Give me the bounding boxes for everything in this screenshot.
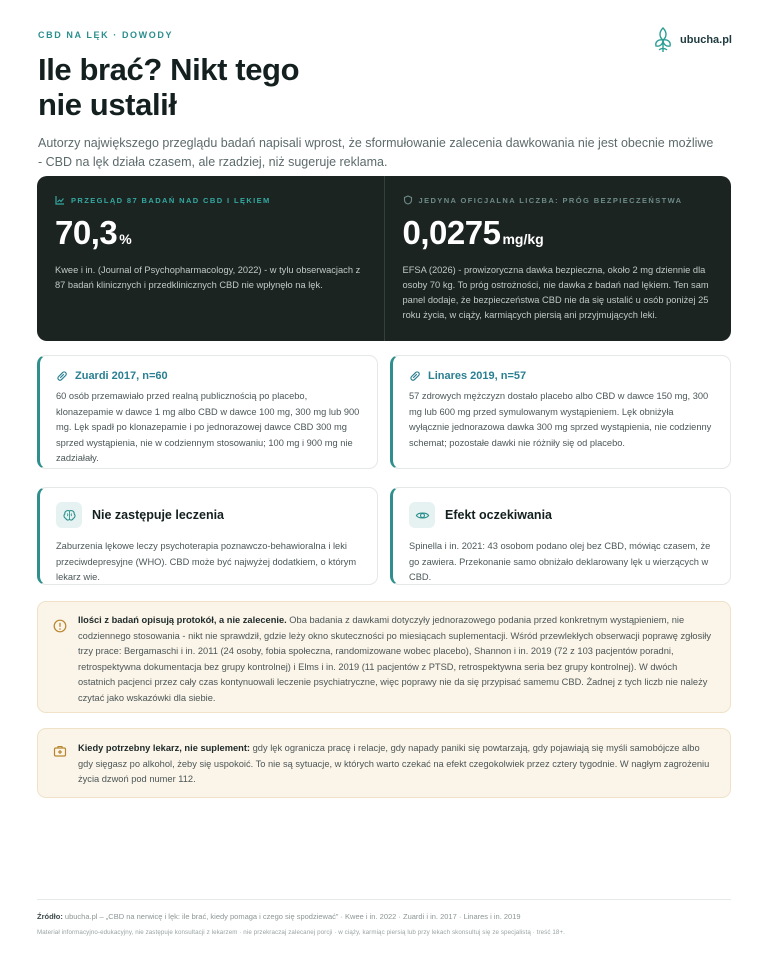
title-line-2: nie ustalił bbox=[38, 87, 177, 122]
disclaimer: Materiał informacyjno-edukacyjny, nie zastępuje konsultacji z lekarzem · nie przekraczaj zalecanej porcji · w ciąży, karmiąc piersią lub przy lekach skonsultuj się ze specjalistą · treść 18+. bbox=[37, 929, 565, 936]
eyebrow-label: CBD NA LĘK · DOWODY bbox=[38, 30, 174, 40]
feature-head bbox=[409, 502, 716, 528]
pill-icon bbox=[409, 370, 421, 382]
page-header bbox=[38, 30, 738, 172]
warning-body: Oba badania z dawkami dotyczyły jednorazowego podania przed konkretnym wystąpieniem, nie codziennego stosowania - nikt nie sprawdził, gdzie leży okno skuteczności po miesiącach suplementacji. Wśród przewlekłych obserwacji poprawę zgłosiły trzy prace: Bergamaschi i in. 2011 (24 osoby, fobia społeczna, randomizowane wobec placebo), Shannon i in. 2019 (72 z 103 pacjentów poradni, retrospektywna dokumentacja bez grupy kontrolnej) i Elms i in. 2019 (11 pacjentów z PTSD, retrospektywna seria bez grupy kontrolnej). W dwóch ostatnich pacjenci przez cały czas kontynuowali leczenie psychiatryczne, więc poprawy nie da się przypisać samemu CBD. Żadnej z tych liczb nie należy czytać jako wskazówki dla siebie. bbox=[78, 615, 712, 703]
brain-icon bbox=[56, 502, 82, 528]
shield-icon bbox=[403, 195, 413, 205]
footer bbox=[37, 899, 731, 936]
stat-left bbox=[37, 176, 384, 341]
page-title bbox=[38, 52, 738, 122]
lead-paragraph: Autorzy największego przeglądu badań napisali wprost, że sformułowanie zalecenia dawkowania nie jest obecnie możliwe - CBD na lęk działa czasem, ale rzadziej, niż sugeruje reklama. bbox=[38, 136, 714, 169]
medical-kit-icon bbox=[53, 744, 67, 758]
brand-name: ubucha.pl bbox=[680, 34, 732, 46]
stat-right-text: EFSA (2026) - prowizoryczna dawka bezpieczna, około 2 mg dziennie dla osoby 70 kg. To próg ostrożności, nie dawka z badań nad lękiem. Ten sam panel dodaje, że bezpieczeństwa CBD nie da się ustalić u osób poniżej 25 roku życia, w ciąży, karmiących piersią ani przyjmujących leki. bbox=[402, 265, 709, 320]
study-title-linares bbox=[409, 370, 716, 382]
feature-title: Nie zastępuje leczenia bbox=[92, 508, 225, 522]
alert-circle-icon bbox=[53, 619, 67, 633]
study-title-text: Zuardi 2017, n=60 bbox=[75, 370, 168, 382]
study-card-zuardi bbox=[37, 355, 378, 469]
stat-right-value bbox=[403, 213, 714, 259]
stat-right-number: 0,0275 bbox=[402, 214, 501, 251]
feature-head bbox=[56, 502, 363, 528]
stat-left-value bbox=[55, 213, 366, 259]
pill-icon bbox=[56, 370, 68, 382]
source-label: Źródło: bbox=[37, 912, 63, 921]
title-line-1: Ile brać? Nikt tego bbox=[38, 52, 300, 87]
stat-left-text: Kwee i in. (Journal of Psychopharmacology, 2022) - w tylu obserwacjach z 87 badań klinicznych i przedklinicznych CBD nie wpłynęło na lęk. bbox=[55, 265, 361, 290]
source-line bbox=[37, 912, 731, 921]
doctor-note bbox=[37, 728, 731, 798]
feature-card-treatment bbox=[37, 487, 378, 585]
chart-icon bbox=[55, 195, 65, 205]
feature-title: Efekt oczekiwania bbox=[445, 508, 552, 522]
stat-left-label bbox=[55, 195, 366, 205]
stat-right bbox=[384, 176, 732, 341]
doctor-body: gdy lęk ogranicza pracę i relacje, gdy napady paniki się powtarzają, gdy pojawiają się myśli samobójcze albo gdy sięgasz po alkohol, żeby się uspokoić. To nie są sytuacje, w których warto czekać na efekt czegokolwiek przez cztery tygodnie. W nagłym zagrożeniu życia dzwoń pod numer 112. bbox=[78, 743, 710, 784]
leaf-logo-icon bbox=[652, 26, 674, 54]
study-text: 57 zdrowych mężczyzn dostało placebo albo CBD w dawce 150 mg, 300 mg lub 600 mg przed symulowanym wystąpieniem. Lęk obniżyła wyłącznie jednorazowa dawka 300 mg sprzed wystąpienia, nie codzienny schemat; pozostałe dawki nie różniły się od placebo. bbox=[409, 391, 712, 448]
brand-logo[interactable] bbox=[652, 26, 732, 54]
stat-left-unit: % bbox=[119, 231, 132, 247]
feature-text: Spinella i in. 2021: 43 osobom podano olej bez CBD, mówiąc czasem, że go zawiera. Przekonanie samo obniżało deklarowany lęk u wierzących w CBD. bbox=[409, 541, 711, 582]
feature-text: Zaburzenia lękowe leczy psychoterapia poznawczo-behawioralna i leki przeciwdepresyjne (WHO). CBD może być najwyżej dodatkiem, o którym lekarz wie. bbox=[56, 541, 357, 582]
warning-note bbox=[37, 601, 731, 713]
stats-panel bbox=[37, 176, 731, 341]
stat-left-label-text: PRZEGLĄD 87 BADAŃ NAD CBD I LĘKIEM bbox=[71, 195, 271, 205]
study-text: 60 osób przemawiało przed realną publicznością po placebo, klonazepamie w dawce 1 mg albo CBD w dawce 100 mg, 300 mg lub 900 mg. Lęk spadł po klonazepamie i po jednorazowej dawce CBD 300 mg sprzed wystąpienia, nie w codziennym stosowaniu; 100 mg i 900 mg nie zadziałały. bbox=[56, 391, 360, 463]
study-card-linares bbox=[390, 355, 731, 469]
stat-right-label-text: JEDYNA OFICJALNA LICZBA: PRÓG BEZPIECZEŃSTWA bbox=[418, 195, 683, 205]
feature-card-expectation bbox=[390, 487, 731, 585]
doctor-text bbox=[38, 729, 730, 788]
stat-right-label bbox=[403, 195, 714, 205]
stat-right-unit: mg/kg bbox=[502, 231, 544, 247]
study-title-zuardi bbox=[56, 370, 363, 382]
eye-icon bbox=[409, 502, 435, 528]
doctor-bold: Kiedy potrzebny lekarz, nie suplement: bbox=[78, 743, 251, 753]
warning-bold: Ilości z badań opisują protokół, a nie zalecenie. bbox=[78, 615, 287, 625]
study-title-text: Linares 2019, n=57 bbox=[428, 370, 527, 382]
stat-left-number: 70,3 bbox=[55, 214, 118, 251]
warning-text bbox=[38, 602, 730, 706]
source-text: ubucha.pl – „CBD na nerwicę i lęk: ile brać, kiedy pomaga i czego się spodziewać” · Kwee i in. 2022 · Zuardi i in. 2017 · Linares i in. 2019 bbox=[62, 912, 521, 921]
